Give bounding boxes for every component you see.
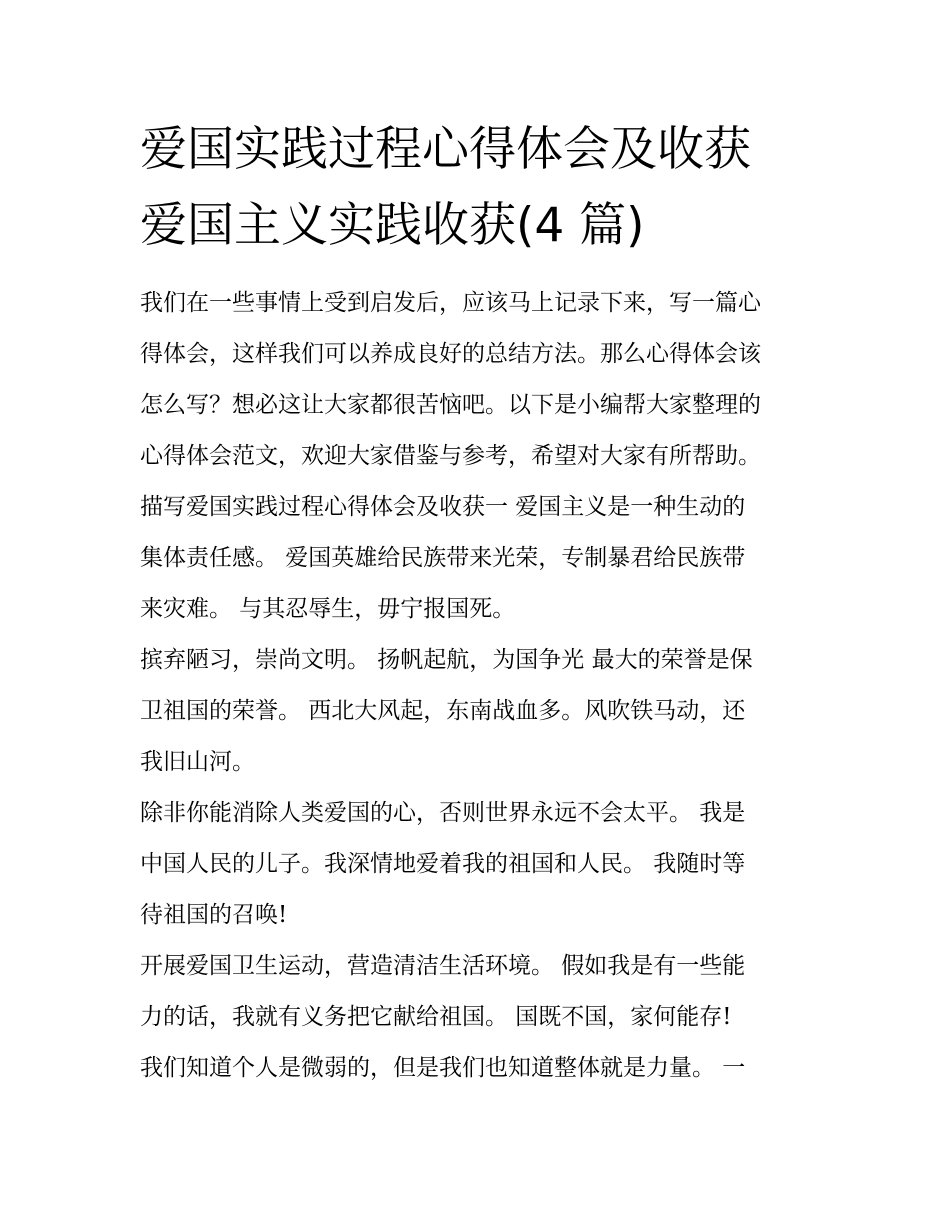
body-line: 除非你能消除人类爱国的心，否则世界永远不会太平。 我是 <box>140 800 746 826</box>
body-line: 描写爱国实践过程心得体会及收获一 爱国主义是一种生动的 <box>140 494 746 520</box>
body-line: 摈弃陋习，崇尚文明。 扬帆起航，为国争光 最大的荣誉是保 <box>140 647 753 673</box>
document-title <box>140 112 840 264</box>
body-line: 怎么写？想必这让大家都很苦恼吧。以下是小编帮大家整理的 <box>140 392 761 418</box>
title-line-2: 爱国主义实践收获(4 篇) <box>140 198 645 253</box>
body-line: 集体责任感。 爱国英雄给民族带来光荣，专制暴君给民族带 <box>140 545 746 571</box>
body-line: 我们在一些事情上受到启发后，应该马上记录下来，写一篇心 <box>140 290 761 316</box>
body-line: 心得体会范文，欢迎大家借鉴与参考，希望对大家有所帮助。 <box>140 443 761 469</box>
body-line: 待祖国的召唤! <box>140 902 288 928</box>
body-line: 中国人民的儿子。我深情地爱着我的祖国和人民。 我随时等 <box>140 851 746 877</box>
document-body <box>140 278 830 1094</box>
body-line: 我旧山河。 <box>140 749 255 775</box>
title-line-1: 爱国实践过程心得体会及收获 <box>140 122 751 177</box>
body-line: 力的话，我就有义务把它献给祖国。 国既不国，家何能存! <box>140 1004 732 1030</box>
body-line: 开展爱国卫生运动，营造清洁生活环境。 假如我是有一些能 <box>140 953 746 979</box>
body-line: 卫祖国的荣誉。 西北大风起，东南战血多。风吹铁马动，还 <box>140 698 746 724</box>
body-line: 我们知道个人是微弱的，但是我们也知道整体就是力量。 一 <box>140 1055 746 1081</box>
body-line: 得体会，这样我们可以养成良好的总结方法。那么心得体会该 <box>140 341 761 367</box>
body-line: 来灾难。 与其忍辱生，毋宁报国死。 <box>140 596 516 622</box>
